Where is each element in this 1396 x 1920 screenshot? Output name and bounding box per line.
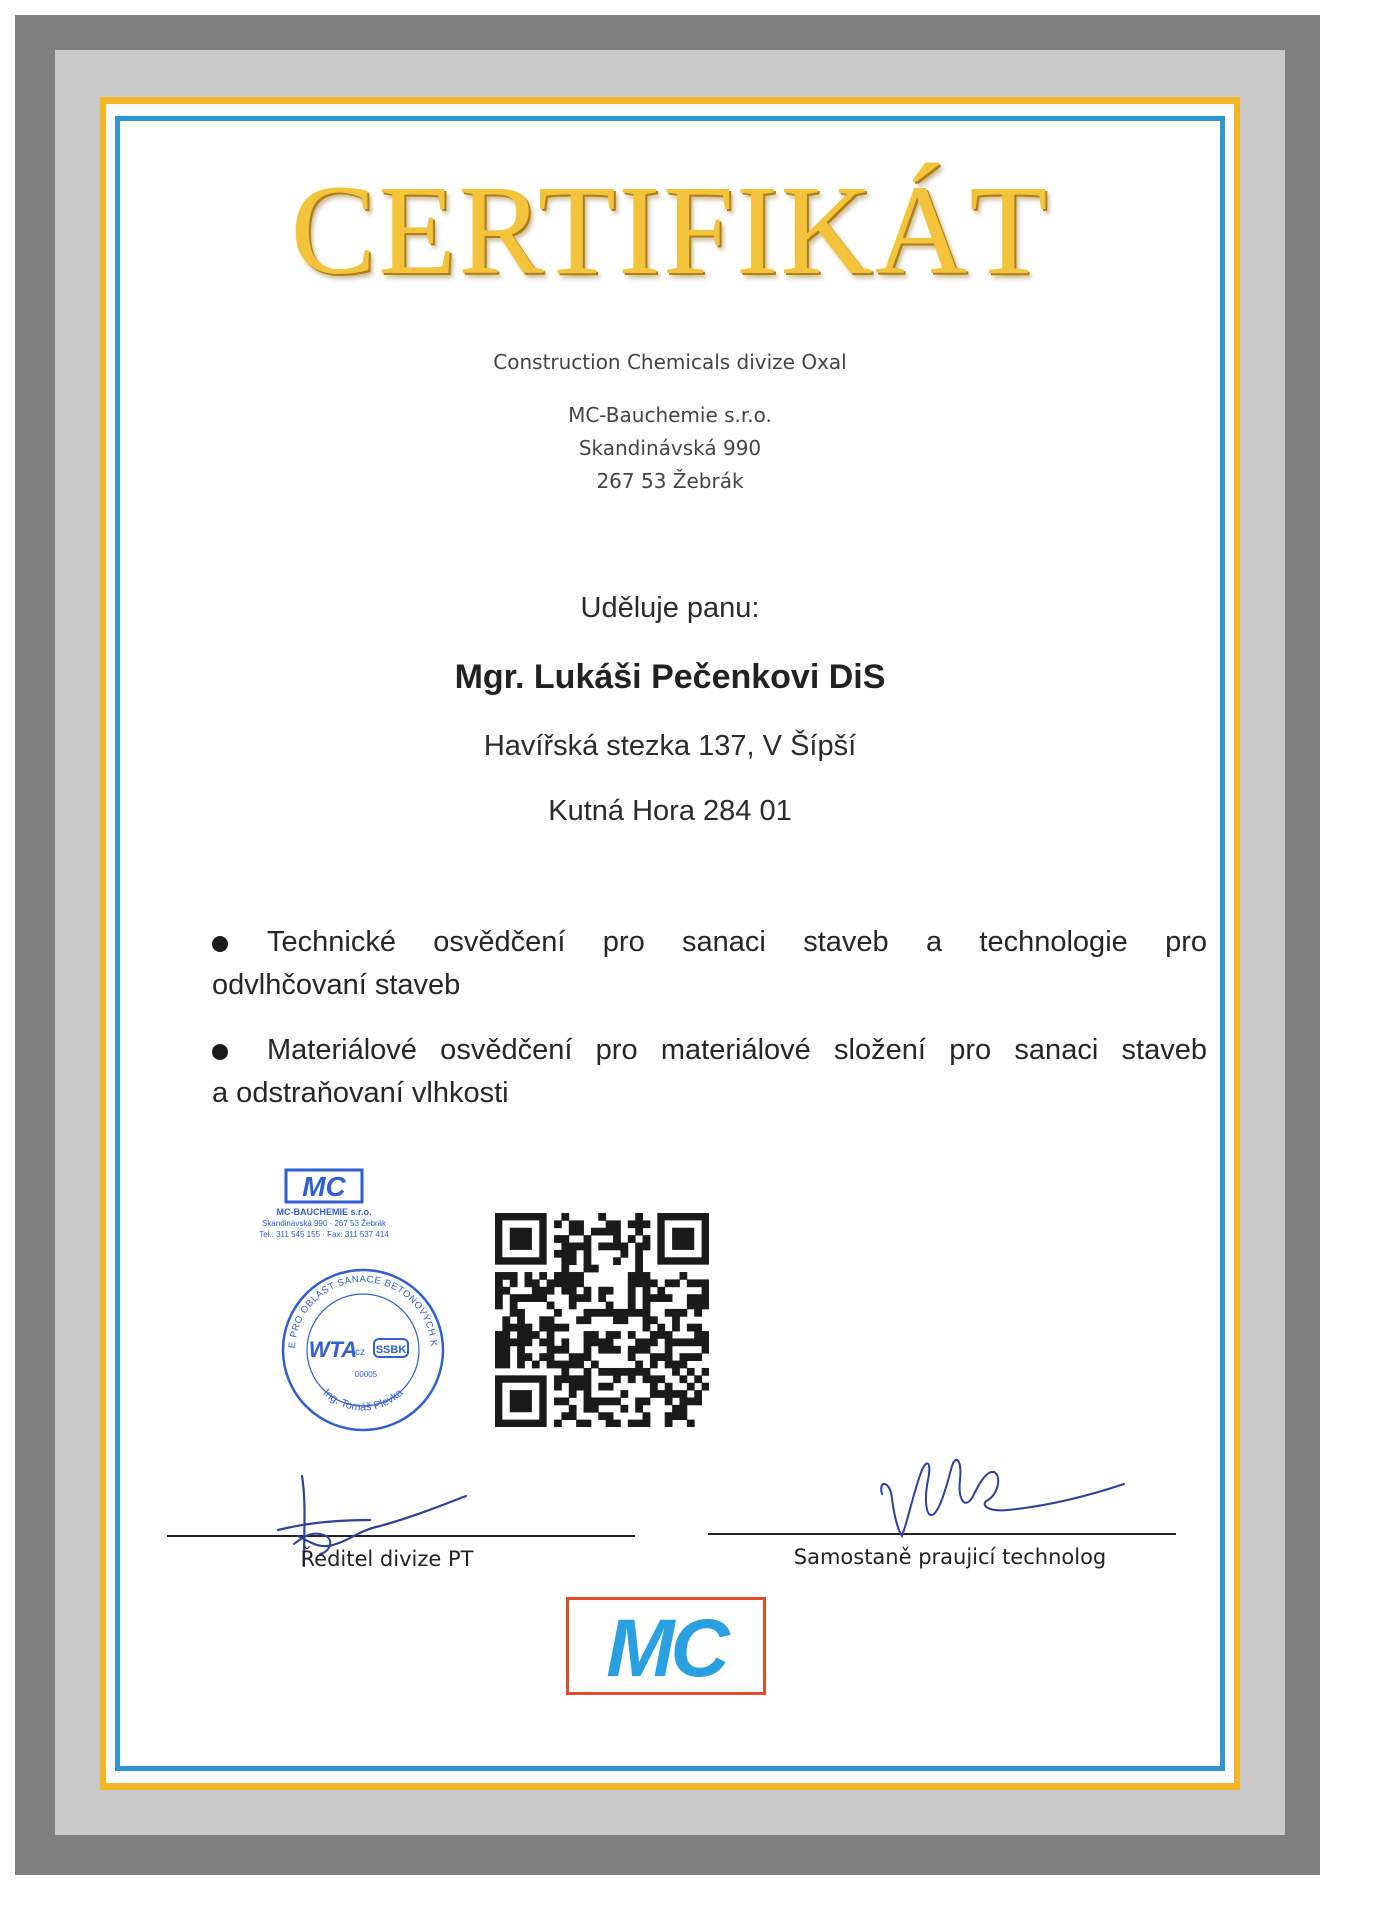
certification-line: Materiálové osvědčení pro materiálové složení pro sanaci staveb xyxy=(267,1034,1207,1066)
company-stamp-graphic xyxy=(245,1168,425,1248)
company-stamp xyxy=(245,1168,425,1248)
signature-right xyxy=(868,1440,1128,1550)
stamp-signatory: Ing. Tomáš Plevka xyxy=(320,1386,406,1414)
qr-code[interactable] xyxy=(495,1213,709,1427)
recipient-name: Mgr. Lukáši Pečenkovi DiS xyxy=(454,658,886,696)
grant-label: Uděluje panu: xyxy=(580,592,760,624)
certification-line: odvlhčovaní staveb xyxy=(212,969,461,1001)
stamp-number: 00005 xyxy=(354,1370,378,1379)
signature-label-left: Ředitel divize PT xyxy=(300,1547,474,1571)
stamp-cz-label: cz xyxy=(355,1347,365,1358)
stamp-ring-text: E PRO OBLAST SANACE BETONOVÝCH K xyxy=(286,1273,439,1349)
certification-item xyxy=(212,1029,1207,1115)
round-stamp-graphic xyxy=(278,1265,448,1435)
svg-text:Ing. Tomáš Plevka xyxy=(321,1386,406,1413)
mc-logo-graphic xyxy=(569,1600,763,1692)
certification-line: a odstraňovaní vlhkosti xyxy=(212,1077,509,1109)
recipient-street: Havířská stezka 137, V Šípší xyxy=(483,730,857,762)
stamp-company-phone: Tel.: 311 545 155 · Fax: 311 537 414 xyxy=(259,1230,389,1239)
stamp-logo-text: MC xyxy=(302,1171,346,1202)
issuer-city: 267 53 Žebrák xyxy=(596,469,744,493)
recipient-city: Kutná Hora 284 01 xyxy=(548,795,792,827)
svg-text:AUTORIZACE PRO OBLAST SANACE B xyxy=(278,1265,439,1349)
bullet-icon xyxy=(212,936,228,952)
issuer-street: Skandinávská 990 xyxy=(578,436,762,460)
certification-item xyxy=(212,921,1207,1007)
mc-logo-text: MC xyxy=(606,1603,726,1692)
certification-line: Technické osvědčení pro sanaci staveb a technologie pro xyxy=(267,926,1207,958)
issuer-division: Construction Chemicals divize Oxal xyxy=(493,350,847,374)
stamp-company-address: Skandinávská 990 · 267 53 Žebrák xyxy=(261,1219,387,1228)
stamp-wta-logo: WTA xyxy=(308,1337,358,1362)
round-stamp xyxy=(278,1265,448,1435)
signature-label-right: Samostaně praujicí technolog xyxy=(793,1545,1107,1569)
issuer-company: MC-Bauchemie s.r.o. xyxy=(568,403,772,427)
certificate-title: CERTIFIKÁT xyxy=(290,159,1050,301)
mc-logo xyxy=(566,1597,766,1695)
stamp-ssbk-logo: SSBK xyxy=(375,1344,407,1356)
stamp-company-name: MC-BAUCHEMIE s.r.o. xyxy=(276,1207,372,1217)
bullet-icon xyxy=(212,1044,228,1060)
qr-code-icon xyxy=(495,1213,709,1427)
